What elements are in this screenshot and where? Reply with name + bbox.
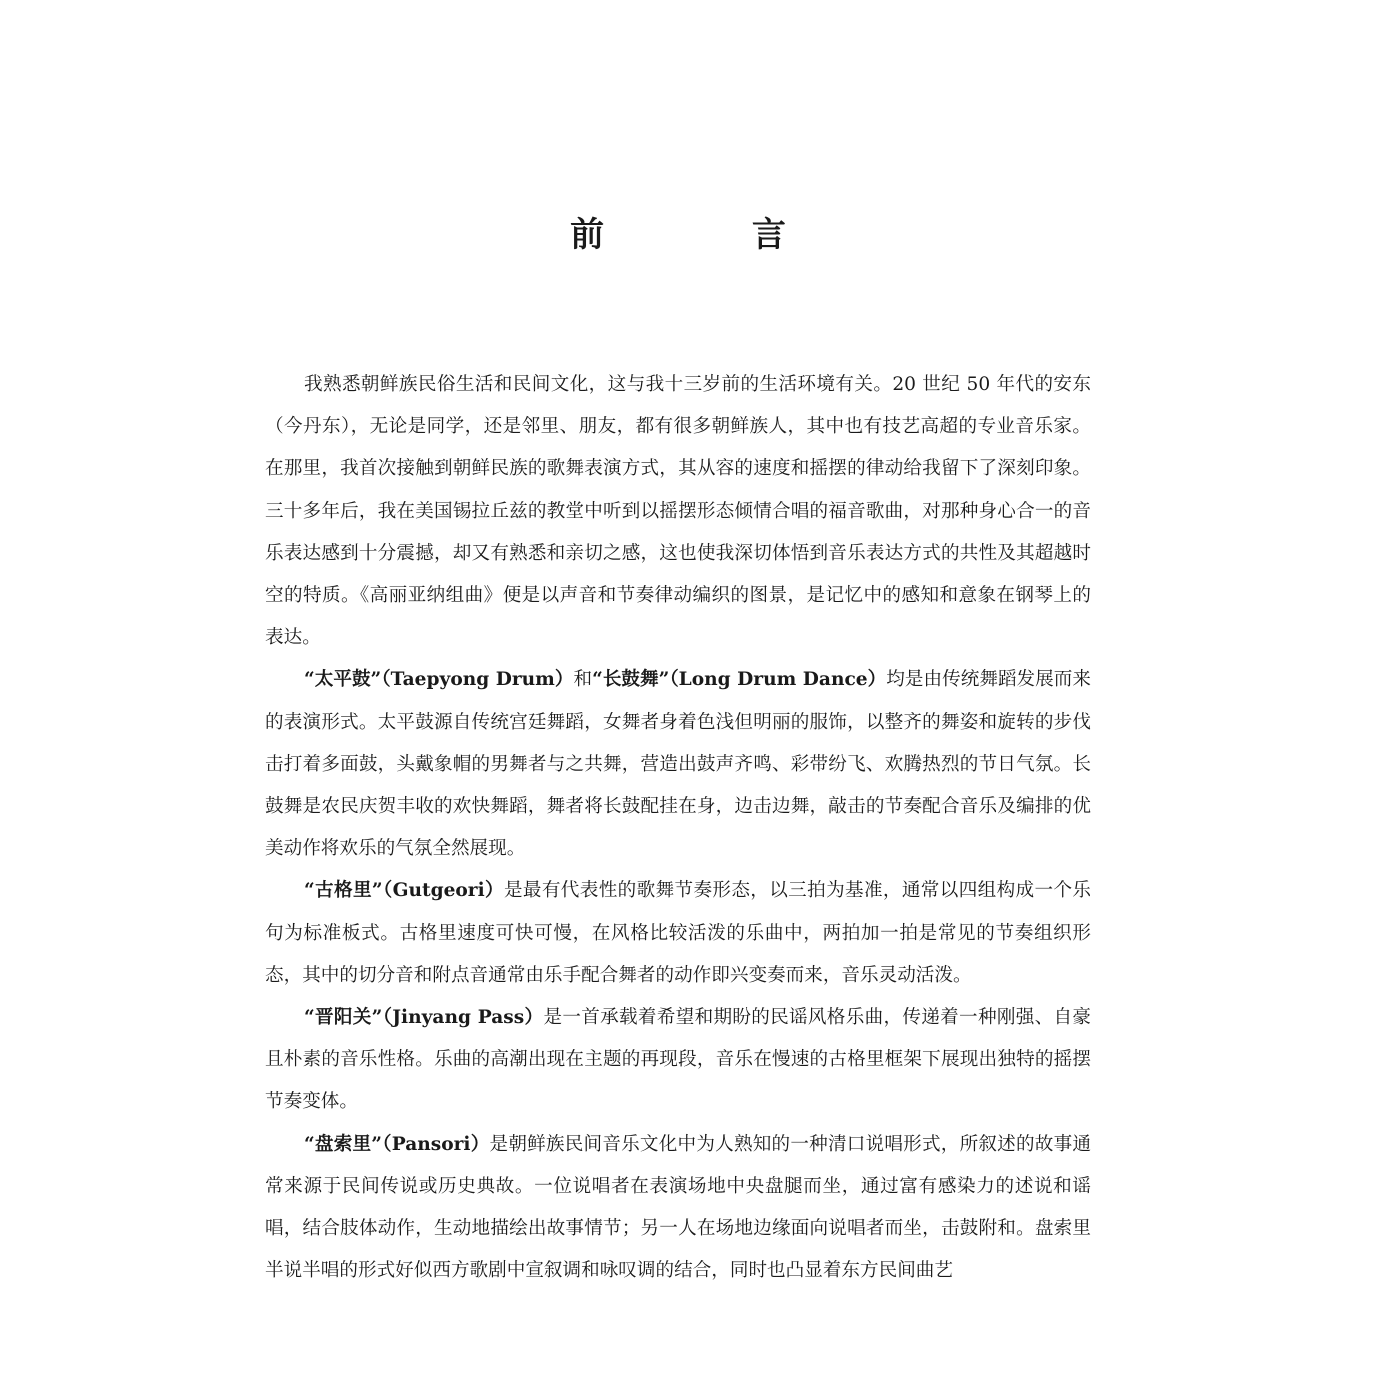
paragraph-1-text: 我熟悉朝鲜族民俗生活和民间文化，这与我十三岁前的生活环境有关。20 世纪 50 年代的安东（今丹东），无论是同学，还是邻里、朋友，都有很多朝鲜族人，其中也有技艺高超的专业音乐家。在那里，我首次接触到朝鲜民族的歌舞表演方式，其从容的速度和摇摆的律动给我留下了深刻印象。三十多年后，我在美国锡拉丘兹的教堂中听到以摇摆形态倾情合唱的福音歌曲，对那种身心合一的音乐表达感到十分震撼，却又有熟悉和亲切之感，这也使我深切体悟到音乐表达方式的共性及其超越时空的特质。《高丽亚纳组曲》便是以声音和节奏律动编织的图景，是记忆中的感知和意象在钢琴上的表达。 — [265, 374, 1091, 649]
paragraph-4-text: 是一首承载着希望和期盼的民谣风格乐曲，传递着一种刚强、自豪且朴素的音乐性格。乐曲的高潮出现在主题的再现段，音乐在慢速的古格里框架下展现出独特的摇摆节奏变体。 — [265, 1007, 1091, 1113]
page-title: 前 言 — [570, 215, 854, 255]
paragraph-5 — [265, 1124, 1091, 1293]
term-pansori: “盘索里”（Pansori） — [304, 1133, 490, 1155]
term-long-drum-dance: “长鼓舞”（Long Drum Dance） — [592, 669, 887, 691]
term-taepyong-drum: “太平鼓”（Taepyong Drum） — [304, 669, 574, 691]
paragraph-2-text: 均是由传统舞蹈发展而来的表演形式。太平鼓源自传统宫廷舞蹈，女舞者身着色浅但明丽的服饰，以整齐的舞姿和旋转的步伐击打着多面鼓，头戴象帽的男舞者与之共舞，营造出鼓声齐鸣、彩带纷飞、欢腾热烈的节日气氛。长鼓舞是农民庆贺丰收的欢快舞蹈，舞者将长鼓配挂在身，边击边舞，敲击的节奏配合音乐及编排的优美动作将欢乐的气氛全然展现。 — [265, 669, 1091, 860]
paragraph-5-text: 是朝鲜族民间音乐文化中为人熟知的一种清口说唱形式，所叙述的故事通常来源于民间传说或历史典故。一位说唱者在表演场地中央盘腿而坐，通过富有感染力的述说和谣唱，结合肢体动作，生动地描绘出故事情节；另一人在场地边缘面向说唱者而坐，击鼓附和。盘索里半说半唱的形式好似西方歌剧中宣叙调和咏叹调的结合，同时也凸显着东方民间曲艺 — [265, 1133, 1091, 1282]
preface-body — [265, 364, 1091, 1292]
paragraph-1 — [265, 364, 1091, 659]
paragraph-3-text: 是最有代表性的歌舞节奏形态，以三拍为基准，通常以四组构成一个乐句为标准板式。古格里速度可快可慢，在风格比较活泼的乐曲中，两拍加一拍是常见的节奏组织形态，其中的切分音和附点音通常由乐手配合舞者的动作即兴变奏而来，音乐灵动活泼。 — [265, 880, 1091, 986]
paragraph-2-join: 和 — [573, 669, 593, 691]
paragraph-4 — [265, 997, 1091, 1124]
paragraph-2 — [265, 659, 1091, 870]
paragraph-3 — [265, 870, 1091, 997]
term-jinyang-pass: “晋阳关”（Jinyang Pass） — [304, 1007, 544, 1029]
term-gutgeori: “古格里”（Gutgeori） — [304, 880, 504, 902]
